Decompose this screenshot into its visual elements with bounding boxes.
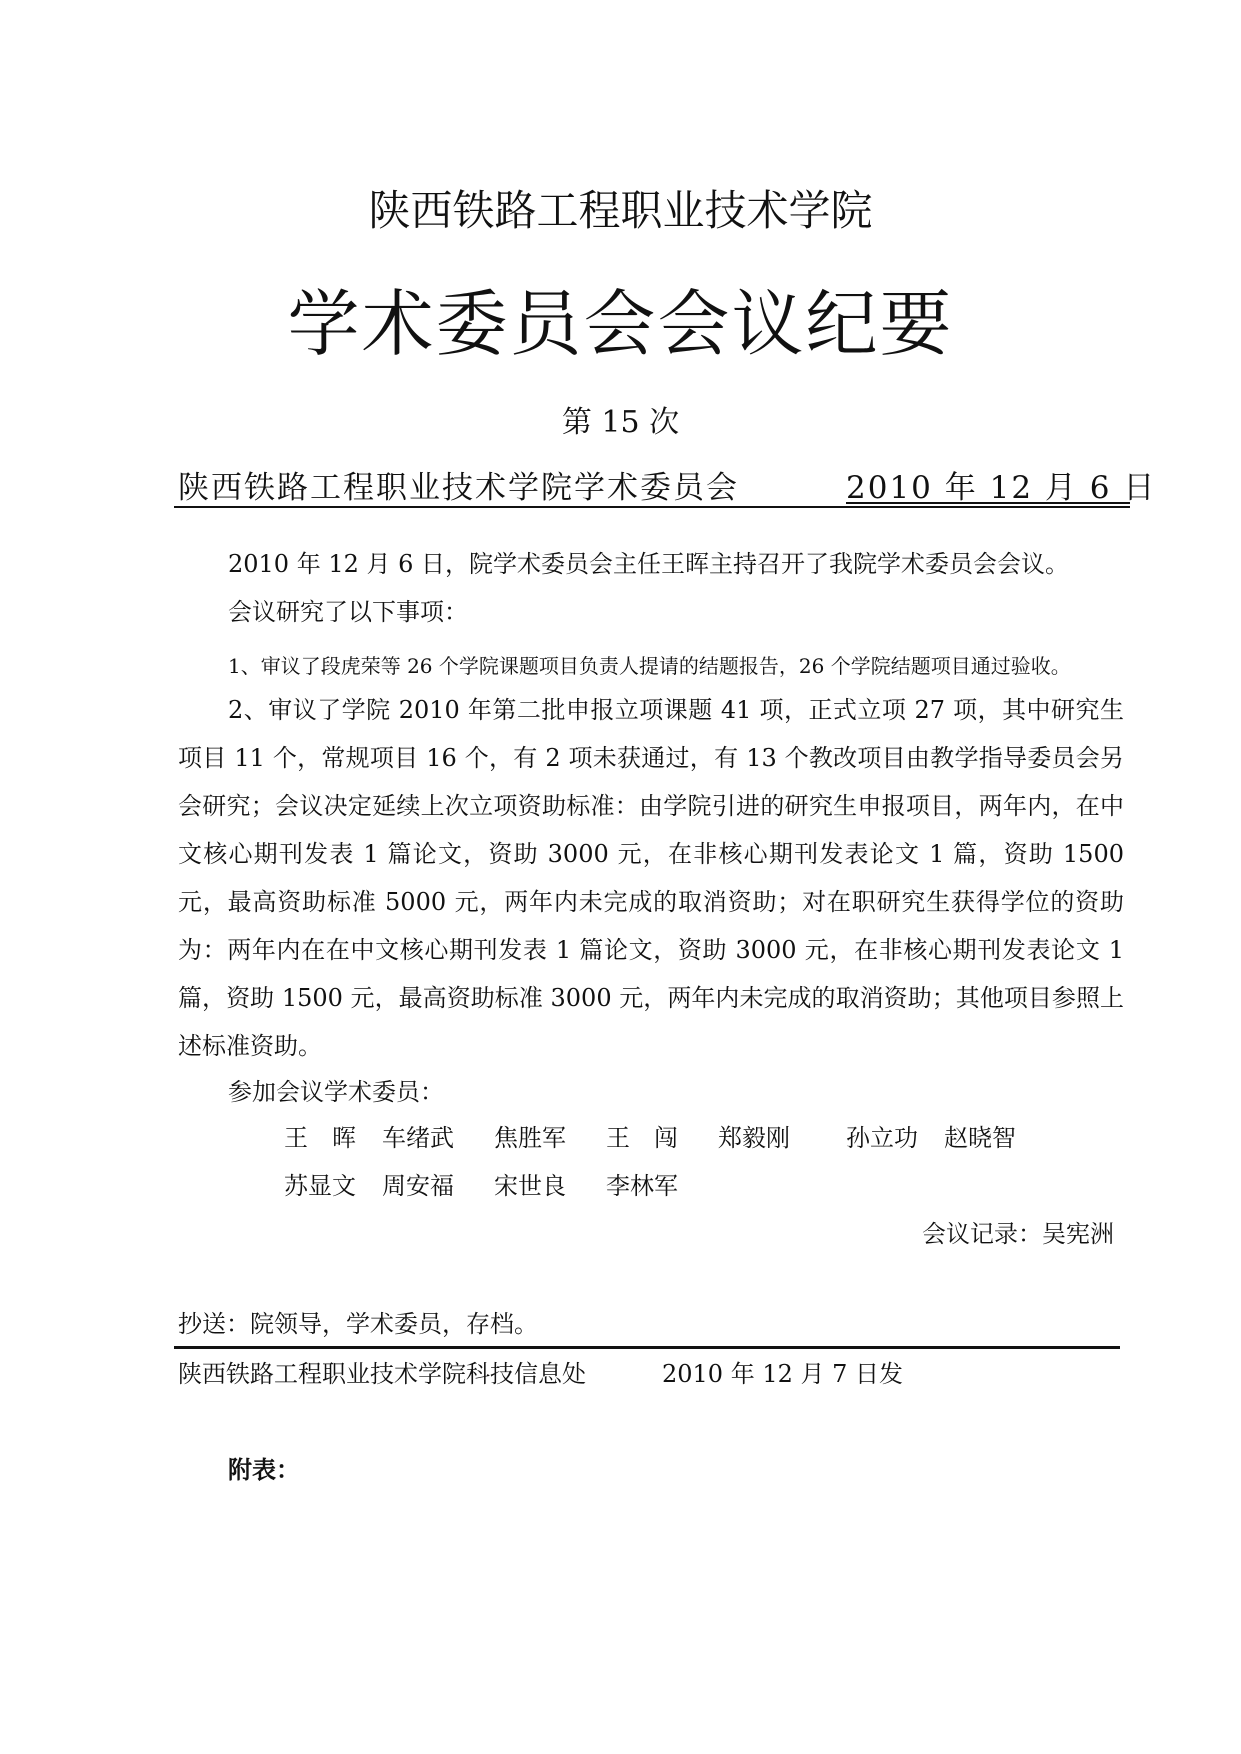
- recorder: 会议记录：吴宪洲: [922, 1220, 1114, 1248]
- attendees-label: 参加会议学术委员：: [228, 1078, 444, 1106]
- member-name: 宋世良: [494, 1172, 566, 1200]
- institution-name: 陕西铁路工程职业技术学院: [368, 186, 873, 235]
- member-name: 王 晖: [284, 1124, 356, 1152]
- member-list-row-1: [284, 1114, 1016, 1162]
- appendix-label: 附表：: [228, 1455, 300, 1484]
- member-list-row-2: [284, 1162, 678, 1210]
- member-name: 赵晓智: [944, 1124, 1016, 1152]
- member-name: 焦胜军: [494, 1124, 566, 1152]
- member-name: 周安福: [382, 1172, 454, 1200]
- member-name: 王 闯: [606, 1124, 678, 1152]
- paragraph-item-2: 2、审议了学院 2010 年第二批申报立项课题 41 项，正式立项 27 项，其中研究生项目 11 个，常规项目 16 个，有 2 项未获通过，有 13 个教改项目由教学指导委员会另会研究；会议决定延续上次立项资助标准：由学院引进的研究生申报项目，两年内，在中文核心期刊发表 1 篇论文，资助 3000 元，在非核心期刊发表论文 1 篇，资助 1500 元，最高资助标准 5000 元，两年内未完成的取消资助；对在职研究生获得学位的资助为：两年内在在中文核心期刊发表 1 篇论文，资助 3000 元，在非核心期刊发表论文 1 篇，资助 1500 元，最高资助标准 3000 元，两年内未完成的取消资助；其他项目参照上述标准资助。: [178, 696, 1124, 1060]
- document-title: 学术委员会会议纪要: [287, 282, 954, 366]
- member-name: 孙立功: [846, 1124, 918, 1152]
- member-name: 李林军: [606, 1172, 678, 1200]
- footer-divider: [174, 1346, 1120, 1349]
- issue-number: 第 15 次: [561, 405, 680, 440]
- paragraph-matters: 会议研究了以下事项：: [228, 598, 468, 626]
- date-underline: [846, 502, 1130, 504]
- paragraph-item-1: 1、审议了段虎荣等 26 个学院课题项目负责人提请的结题报告，26 个学院结题项目通过验收。: [228, 654, 1071, 678]
- carbon-copy: 抄送：院领导，学术委员，存档。: [178, 1310, 538, 1338]
- issuer-name: 陕西铁路工程职业技术学院学术委员会: [178, 470, 739, 506]
- issue-date: 2010 年 12 月 6 日: [846, 470, 1157, 506]
- footer-date: 2010 年 12 月 7 日发: [662, 1360, 904, 1388]
- footer-issuer: 陕西铁路工程职业技术学院科技信息处: [178, 1360, 586, 1388]
- member-name: 车绪武: [382, 1124, 454, 1152]
- paragraph-intro: 2010 年 12 月 6 日，院学术委员会主任王晖主持召开了我院学术委员会会议。: [228, 550, 1070, 578]
- member-name: 郑毅刚: [718, 1124, 790, 1152]
- member-name: 苏显文: [284, 1172, 356, 1200]
- header-divider: [174, 506, 1130, 508]
